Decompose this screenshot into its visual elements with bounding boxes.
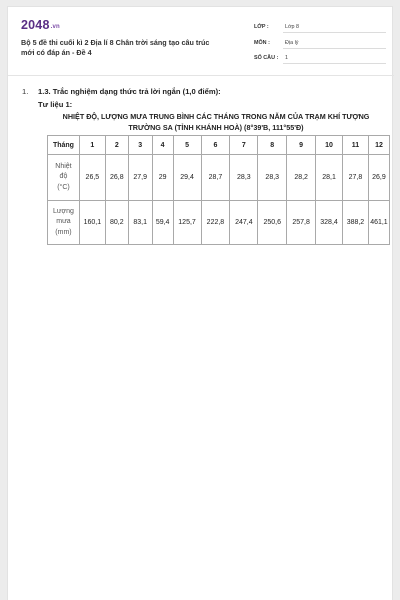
question-number: 1. [22, 87, 29, 96]
rainfall-row [48, 201, 390, 245]
meta-class-key: LỚP : [254, 24, 269, 30]
header-month-4: 4 [152, 136, 173, 155]
document-title-line-1: Bộ 5 đề thi cuối kì 2 Địa lí 8 Chân trời sáng tạo câu trúc [21, 38, 210, 47]
table-cell: 59,4 [152, 201, 173, 245]
row-label-line: mưa [56, 218, 71, 226]
header-month-label: Tháng [48, 136, 80, 155]
header-month-6: 6 [201, 136, 230, 155]
rainfall-row-label [48, 201, 80, 245]
table-cell: 160,1 [79, 201, 105, 245]
header-divider [8, 75, 394, 76]
table-cell: 388,2 [343, 201, 369, 245]
header-month-12: 12 [368, 136, 389, 155]
table-cell: 328,4 [316, 201, 343, 245]
table-cell: 28,2 [287, 155, 316, 201]
table-cell: 80,2 [105, 201, 128, 245]
question-heading: 1.3. Trắc nghiệm dạng thức trả lời ngắn (1,0 điểm): [38, 87, 221, 96]
logo-suffix: .vn [50, 24, 60, 30]
row-label-line: Nhiệt [55, 162, 72, 170]
table-cell: 247,4 [230, 201, 258, 245]
document-title-line-2: mới có đáp án - Đề 4 [21, 48, 92, 57]
table-cell: 26,5 [79, 155, 105, 201]
header-month-11: 11 [343, 136, 369, 155]
row-label-line: độ [59, 173, 68, 181]
table-header-row [48, 136, 390, 155]
table-cell: 27,8 [343, 155, 369, 201]
row-label-line: Lượng [52, 207, 74, 215]
table-caption-line-1: NHIỆT ĐỘ, LƯỢNG MƯA TRUNG BÌNH CÁC THÁNG TRONG NĂM CỦA TRẠM KHÍ TƯỢNG [62, 112, 370, 121]
table-cell: 26,8 [105, 155, 128, 201]
document-title [21, 38, 261, 58]
question-source: Tư liệu 1: [38, 100, 73, 109]
table-cell: 27,9 [128, 155, 152, 201]
row-label-line: (mm) [55, 228, 72, 236]
table-cell: 83,1 [128, 201, 152, 245]
table-cell: 250,6 [258, 201, 287, 245]
meta-class-value: Lớp 8 [285, 24, 300, 30]
header-month-10: 10 [316, 136, 343, 155]
meta-subject-value: Địa lý [285, 40, 299, 46]
table-cell: 28,3 [258, 155, 287, 201]
table-cell: 28,1 [316, 155, 343, 201]
header-month-5: 5 [173, 136, 201, 155]
climate-table [47, 135, 390, 245]
meta-subject-row [254, 39, 386, 49]
meta-class-underline [283, 32, 386, 33]
table-cell: 222,8 [201, 201, 230, 245]
temperature-row-label [48, 155, 80, 201]
meta-subject-underline [283, 48, 386, 49]
row-label-line: (°C) [57, 183, 70, 191]
header-month-2: 2 [105, 136, 128, 155]
header-month-3: 3 [128, 136, 152, 155]
meta-count-key: SỐ CÂU : [254, 55, 279, 61]
table-cell: 26,9 [368, 155, 389, 201]
header-month-1: 1 [79, 136, 105, 155]
temperature-row [48, 155, 390, 201]
site-logo[interactable] [21, 18, 60, 34]
table-cell: 257,8 [287, 201, 316, 245]
table-cell: 125,7 [173, 201, 201, 245]
table-cell: 461,1 [368, 201, 389, 245]
table-cell: 28,7 [201, 155, 230, 201]
header-month-8: 8 [258, 136, 287, 155]
table-cell: 29 [152, 155, 173, 201]
meta-count-underline [283, 63, 386, 64]
meta-count-value: 1 [285, 55, 288, 61]
meta-subject-key: MÔN : [254, 40, 270, 46]
meta-count-row [254, 54, 386, 64]
table-cell: 28,3 [230, 155, 258, 201]
table-caption [38, 112, 394, 133]
logo-text: 2048 [21, 18, 50, 32]
table-caption-line-2: TRƯỜNG SA (TỈNH KHÁNH HOÀ) (8°39'B, 111°55'Đ) [128, 122, 304, 132]
document-page [7, 6, 393, 600]
header-month-9: 9 [287, 136, 316, 155]
table-cell: 29,4 [173, 155, 201, 201]
document-header [8, 7, 394, 69]
header-month-7: 7 [230, 136, 258, 155]
meta-class-row [254, 23, 386, 33]
